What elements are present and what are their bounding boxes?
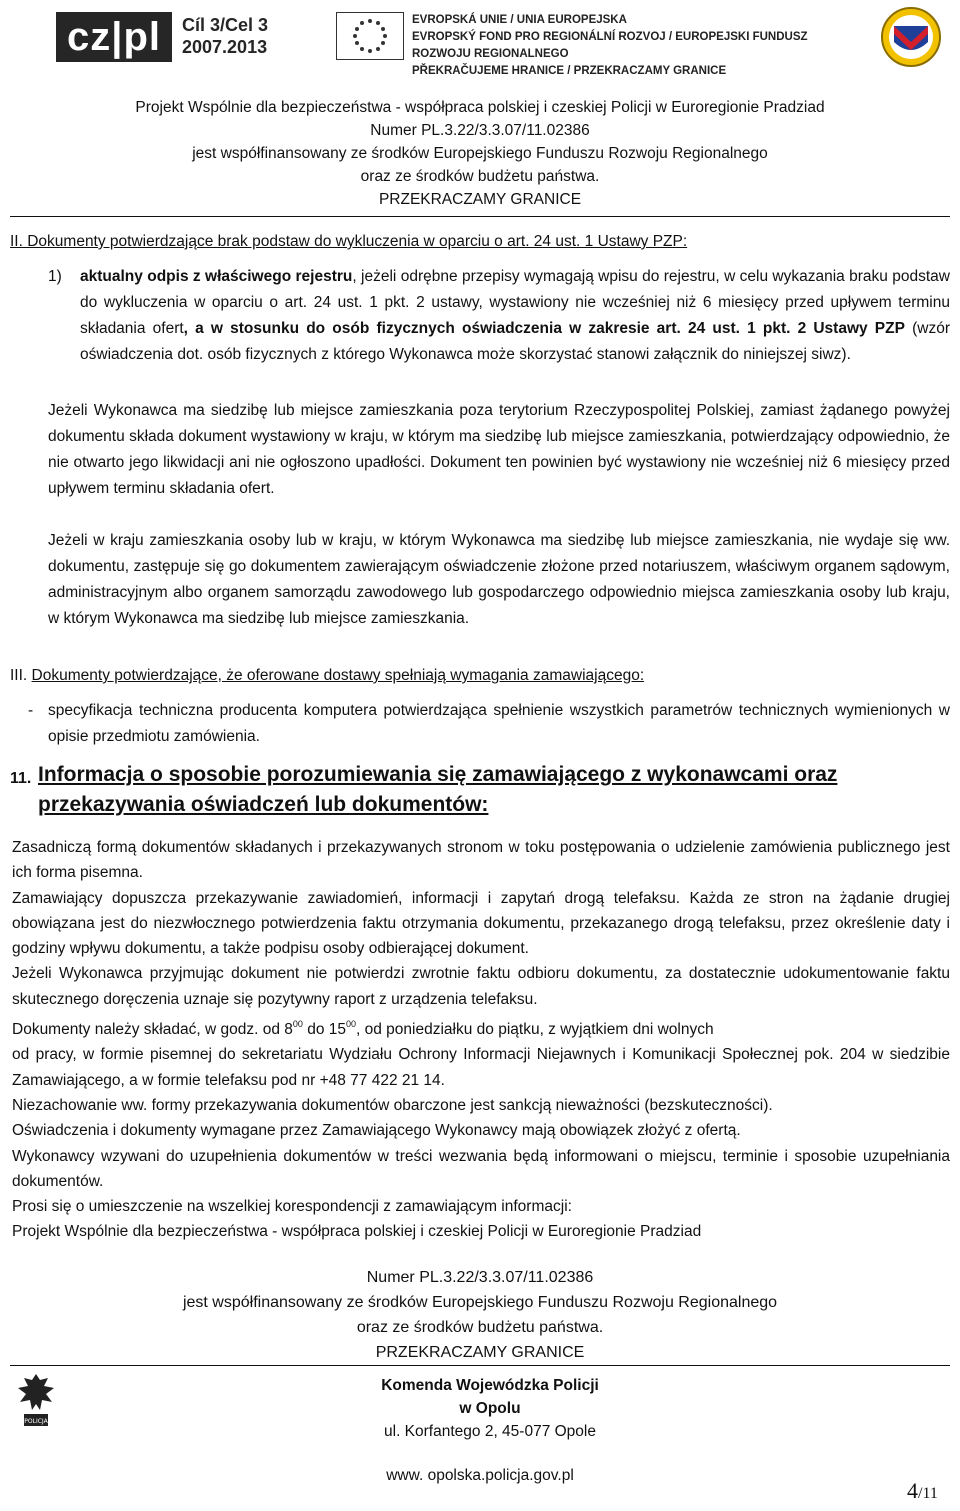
section2-heading: II. Dokumenty potwierdzające brak podstaw do wykluczenia w oparciu o art. 24 ust. 1 Ustawy PZP: (10, 233, 688, 250)
project-line: PRZEKRACZAMY GRANICE (378, 191, 582, 208)
org-city: w Opolu (459, 1400, 521, 1417)
police-eagle-icon (14, 1370, 58, 1436)
list-number: 1) (48, 268, 62, 285)
body-paragraph: Zamawiający dopuszcza przekazywanie zawiadomień, informacji i zapytań drogą telefaksu. Każda ze stron na żądanie drugiej obowiązana jest do niezwłocznego potwierdzenia faktu otrzymania dokumentu, przekazanego drogą telefaksu, przez określenie daty i godziny wpływu dokumentu, a także podpisu osoby odbierającej dokument. (12, 889, 950, 958)
body-paragraph: Niezachowanie ww. formy przekazywania dokumentów obarczone jest sankcją nieważności (bezskuteczności). (12, 1096, 773, 1114)
section2-paragraph: Jeżeli w kraju zamieszkania osoby lub w kraju, w którym Wykonawca ma siedzibę lub miejsce zamieszkania, nie wydaje się ww. dokumentu, zastępuje się go dokumentem zawierającym oświadczenie złożone przed notariuszem, właściwym organem sądowym, administracyjnym albo organem samorządu zawodowego lub gospodarczego odpowiednio miejsca zamieszkania osoby lub kraju, w którym Wykonawca ma siedzibę lub miejsce zamieszkania. (48, 532, 950, 627)
section3-number: III. (10, 667, 28, 684)
police-badge-icon (880, 6, 942, 68)
footer-line: oraz ze środków budżetu państwa. (356, 1319, 604, 1336)
hours-text: , od poniedziałku do piątku, z wyjątkiem dni wolnych (356, 1021, 714, 1039)
section3-heading (10, 664, 644, 688)
project-line: Projekt Wspólnie dla bezpieczeństwa - współpraca polskiej i czeskiej Policji w Euroregionie Pradziad (135, 99, 825, 116)
body-paragraph: Wykonawcy wzywani do uzupełnienia dokumentów w treści wezwania będą informowani o miejscu, terminie i sposobie uzupełniania dokumentów. (12, 1147, 950, 1190)
hours-sup: 00 (346, 1019, 357, 1030)
footer-project-info (0, 1265, 960, 1365)
hours-text: do 15 (302, 1021, 346, 1039)
item-text: , jeżeli odrębne przepisy wymagają wpisu do rejestru, w celu wykazania braku podstaw do wykluczenia w oparciu o art. 24 ust. 1 pkt. 2 ustawy, wystawiony nie wcześniej niż 6 miesięcy przed upływem terminu składania ofert (80, 268, 950, 337)
eu-line: EVROPSKÁ UNIE / UNIA EUROPEJSKA (412, 14, 627, 26)
body-paragraph (12, 1012, 950, 1042)
section11-heading: Informacja o sposobie porozumiewania się zamawiającego z wykonawcami oraz przekazywania oświadczeń lub dokumentów: (38, 763, 838, 816)
czpl-logo: cz|pl (56, 12, 172, 62)
eu-funding-text (412, 12, 852, 80)
list-item (80, 264, 950, 368)
eu-line: EVROPSKÝ FOND PRO REGIONÁLNÍ ROZVOJ / EUROPEJSKI FUNDUSZ ROZWOJU REGIONALNEGO (412, 31, 808, 60)
item-bold: aktualny odpis z właściwego rejestru (80, 268, 353, 285)
website-link[interactable]: www. opolska.policja.gov.pl (386, 1467, 574, 1484)
project-line: Numer PL.3.22/3.3.07/11.02386 (370, 122, 590, 139)
footer-line: jest współfinansowany ze środków Europejskiego Funduszu Rozwoju Regionalnego (182, 1294, 778, 1311)
section11-body (12, 835, 950, 1245)
page-number (907, 1478, 938, 1504)
body-paragraph: Projekt Wspólnie dla bezpieczeństwa - współpraca polskiej i czeskiej Policji w Euroregionie Pradziad (12, 1223, 702, 1241)
footer-line: PRZEKRACZAMY GRANICE (375, 1344, 585, 1361)
police-address (360, 1374, 620, 1443)
item-bold: , a w stosunku do osób fizycznych oświadczenia w zakresie art. 24 ust. 1 pkt. 2 Ustawy PZP (183, 320, 905, 337)
program-label (182, 14, 272, 58)
page-total: /11 (918, 1485, 938, 1502)
program-line2: 2007.2013 (182, 37, 268, 57)
body-paragraph: Zasadniczą formą dokumentów składanych i przekazywanych stronom w toku postępowania o udzielenie zamówienia publicznego jest ich forma pisemna. (12, 839, 950, 882)
project-header (0, 96, 960, 211)
program-line1: Cíl 3/Cel 3 (182, 15, 269, 35)
item-text: (wzór oświadczenia dot. osób fizycznych z którego Wykonawca może skorzystać stanowi załącznik do niniejszej siwz). (80, 320, 950, 363)
header-divider (10, 216, 950, 217)
org-name: Komenda Wojewódzka Policji (381, 1377, 599, 1394)
eu-line: PŘEKRAČUJEME HRANICE / PRZEKRACZAMY GRANICE (412, 65, 727, 77)
body-paragraph: Jeżeli Wykonawca przyjmując dokument nie potwierdzi zwrotnie faktu odbioru dokumentu, za dostatecznie udokumentowanie faktu skutecznego doręczenia uznaje się pozytywny raport z urządzenia telefaksu. (12, 965, 950, 1008)
eagle-label: POLICJA (24, 1418, 48, 1425)
org-address: ul. Korfantego 2, 45-077 Opole (384, 1423, 596, 1440)
section3-title: Dokumenty potwierdzające, że oferowane dostawy spełniają wymagania zamawiającego: (31, 667, 645, 684)
section11-number: 11. (10, 770, 32, 787)
footer-line: Numer PL.3.22/3.3.07/11.02386 (366, 1269, 594, 1286)
hours-text: Dokumenty należy składać, w godz. od 8 (12, 1021, 293, 1039)
section2-paragraph: Jeżeli Wykonawca ma siedzibę lub miejsce zamieszkania poza terytorium Rzeczypospolitej Polskiej, zamiast żądanego powyżej dokumentu składa dokument wystawiony w kraju, w którym ma siedzibę lub miejsce zamieszkania, potwierdzający odpowiednio, że nie otwarto jego likwidacji ani nie ogłoszono upadłości. Dokument ten powinien być wystawiony nie wcześniej niż 6 miesięcy przed upływem terminu składania ofert. (48, 402, 950, 497)
section3-item: specyfikacja techniczna producenta komputera potwierdzająca spełnienie wszystkich parametrów technicznych wymienionych w opisie przedmiotu zamówienia. (48, 702, 950, 745)
dash-bullet: - (28, 702, 34, 719)
project-line: oraz ze środków budżetu państwa. (360, 168, 600, 185)
footer-divider (10, 1365, 950, 1366)
eu-flag-icon (336, 12, 404, 60)
body-paragraph: od pracy, w formie pisemnej do sekretariatu Wydziału Ochrony Informacji Niejawnych i Komunikacji Społecznej pok. 204 w siedzibie Zamawiającego, a w formie telefaksu pod nr +48 77 422 21 14. (12, 1046, 950, 1089)
body-paragraph: Oświadczenia i dokumenty wymagane przez Zamawiającego Wykonawcy mają obowiązek złożyć z ofertą. (12, 1122, 741, 1140)
page-current: 4 (907, 1478, 918, 1503)
hours-sup: 00 (292, 1019, 303, 1030)
project-line: jest współfinansowany ze środków Europejskiego Funduszu Rozwoju Regionalnego (192, 145, 768, 162)
body-paragraph: Prosi się o umieszczenie na wszelkiej korespondencji z zamawiającym informacji: (12, 1198, 572, 1216)
